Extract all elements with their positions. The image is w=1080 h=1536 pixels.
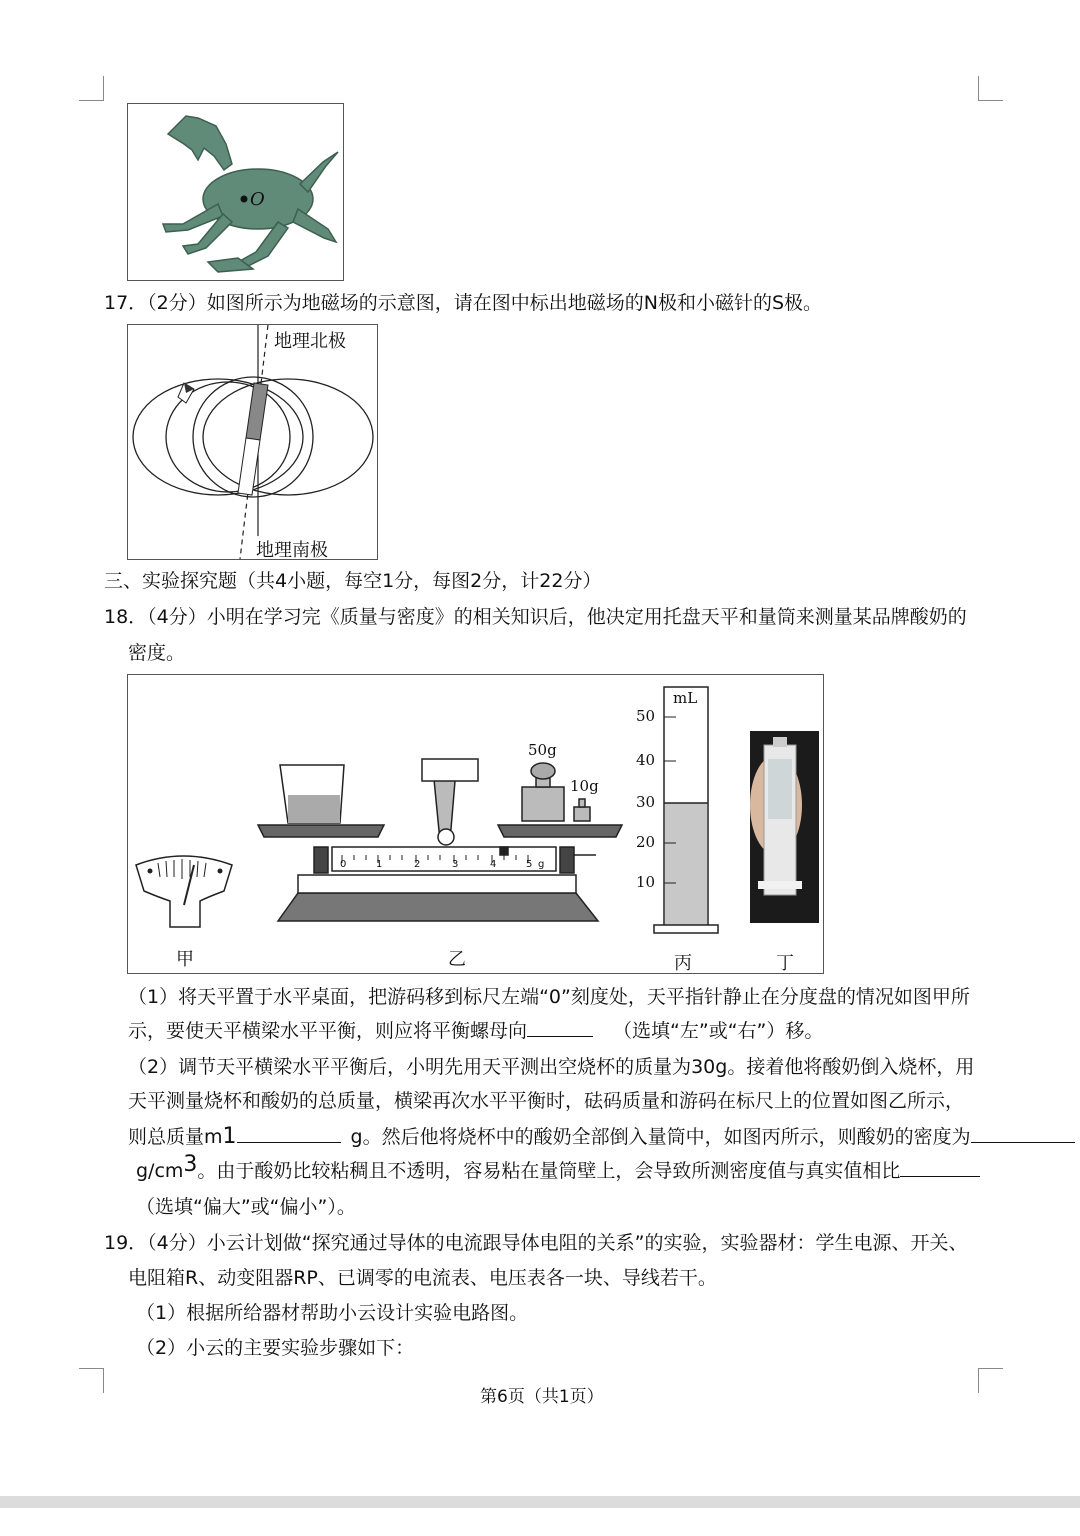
ruler-tick-2: 2 — [414, 859, 421, 870]
figure-label-yi: 乙 — [448, 949, 466, 970]
balance-drawing — [258, 759, 622, 921]
q18-part1-line2-text-b: （选填“左”或“右”）移。 — [613, 1020, 824, 1042]
figure-label-bing: 丙 — [674, 953, 692, 974]
q18-part1-line2-text-a: 示，要使天平横梁水平平衡，则应将平衡螺母向 — [128, 1020, 528, 1042]
ruler-tick-1: 1 — [376, 859, 383, 870]
syringe-photo — [750, 731, 819, 923]
cylinder-tick-30: 30 — [636, 793, 656, 811]
figure-label-ding: 丁 — [776, 953, 794, 974]
superscript-3: 3 — [183, 1152, 198, 1177]
q18-part2-line3 — [128, 1124, 1075, 1150]
q19-part2: （2）小云的主要实验步骤如下： — [136, 1337, 415, 1359]
label-geographic-south: 地理南极 — [256, 536, 328, 560]
q18-part2-line4-text-b: 。由于酸奶比较粘稠且不透明，容易粘在量筒壁上，会导致所测密度值与真实值相比 — [197, 1160, 901, 1182]
page-footer: 第6页（共1页） — [480, 1387, 604, 1407]
cylinder-unit-label: mL — [673, 689, 698, 707]
subscript-1: 1 — [222, 1124, 237, 1149]
q18-line1: 18．（4分）小明在学习完《质量与密度》的相关知识后，他决定用托盘天平和量筒来测量某品牌酸奶的 — [104, 606, 967, 628]
corner-mark-bottom-left — [79, 1368, 104, 1393]
q18-part2-line4-text-a: g/cm — [136, 1160, 184, 1182]
ruler-tick-4: 4 — [490, 859, 497, 870]
scale-dial-drawing — [136, 856, 232, 927]
cylinder-tick-10: 10 — [636, 873, 656, 891]
answer-blank-bias[interactable] — [900, 1158, 980, 1177]
answer-blank-total-mass[interactable] — [237, 1124, 341, 1143]
q18-part2-line2: 天平测量烧杯和酸奶的总质量，横梁再次水平平衡时，砝码质量和游码在标尺上的位置如图乙所示， — [128, 1090, 965, 1112]
corner-mark-top-left — [79, 76, 104, 101]
q19-line2: 电阻箱R、动变阻器RP、已调零的电流表、电压表各一块、导线若干。 — [128, 1267, 717, 1289]
q18-line2: 密度。 — [128, 642, 186, 664]
ruler-unit-g: g — [538, 859, 545, 870]
cylinder-tick-20: 20 — [636, 833, 656, 851]
bronze-horse-figure — [127, 103, 344, 281]
ruler-tick-3: 3 — [452, 859, 459, 870]
q18-part1-line1: （1）将天平置于水平桌面，把游码移到标尺左端“0”刻度处，天平指针静止在分度盘的情况如图甲所 — [128, 986, 970, 1008]
q19-line1: 19．（4分）小云计划做“探究通过导体的电流跟导体电阻的关系”的实验，实验器材：学生电源、开关、 — [104, 1232, 968, 1254]
q18-part2-line1: （2）调节天平横梁水平平衡后，小明先用天平测出空烧杯的质量为30g。接着他将酸奶倒入烧杯，用 — [128, 1056, 975, 1078]
mass-50g-label: 50g — [528, 741, 557, 759]
q18-part2-line5: （选填“偏大”或“偏小”）。 — [136, 1196, 356, 1218]
q18-part2-line3-text-a: 则总质量m — [128, 1126, 223, 1148]
q18-part2-line4 — [136, 1152, 980, 1184]
q18-experiment-figure — [127, 674, 824, 974]
mass-10g-label: 10g — [570, 777, 599, 795]
figure-label-jia: 甲 — [176, 949, 194, 970]
graduated-cylinder-drawing — [654, 687, 718, 933]
ruler-tick-0: 0 — [340, 859, 347, 870]
cylinder-tick-50: 50 — [636, 707, 656, 725]
magnetic-field-figure — [127, 324, 378, 560]
answer-blank-density[interactable] — [971, 1124, 1075, 1143]
section-3-heading: 三、实验探究题（共4小题，每空1分，每图2分，计22分） — [104, 570, 602, 592]
q18-part1-line2 — [128, 1018, 823, 1044]
q19-part1: （1）根据所给器材帮助小云设计实验电路图。 — [136, 1302, 529, 1324]
answer-blank-direction[interactable] — [527, 1018, 593, 1037]
corner-mark-bottom-right — [978, 1368, 1003, 1393]
ruler-tick-5: 5 — [526, 859, 533, 870]
svg-text:O: O — [250, 189, 265, 210]
corner-mark-top-right — [978, 76, 1003, 101]
cylinder-tick-40: 40 — [636, 751, 656, 769]
label-geographic-north: 地理北极 — [274, 327, 346, 353]
q18-part2-line3-text-b: g。然后他将烧杯中的酸奶全部倒入量筒中，如图丙所示，则酸奶的密度为 — [350, 1126, 971, 1148]
q17-text: 17．（2分）如图所示为地磁场的示意图，请在图中标出地磁场的N极和小磁针的S极。 — [104, 292, 823, 314]
bottom-scroll-bar[interactable] — [0, 1496, 1080, 1508]
